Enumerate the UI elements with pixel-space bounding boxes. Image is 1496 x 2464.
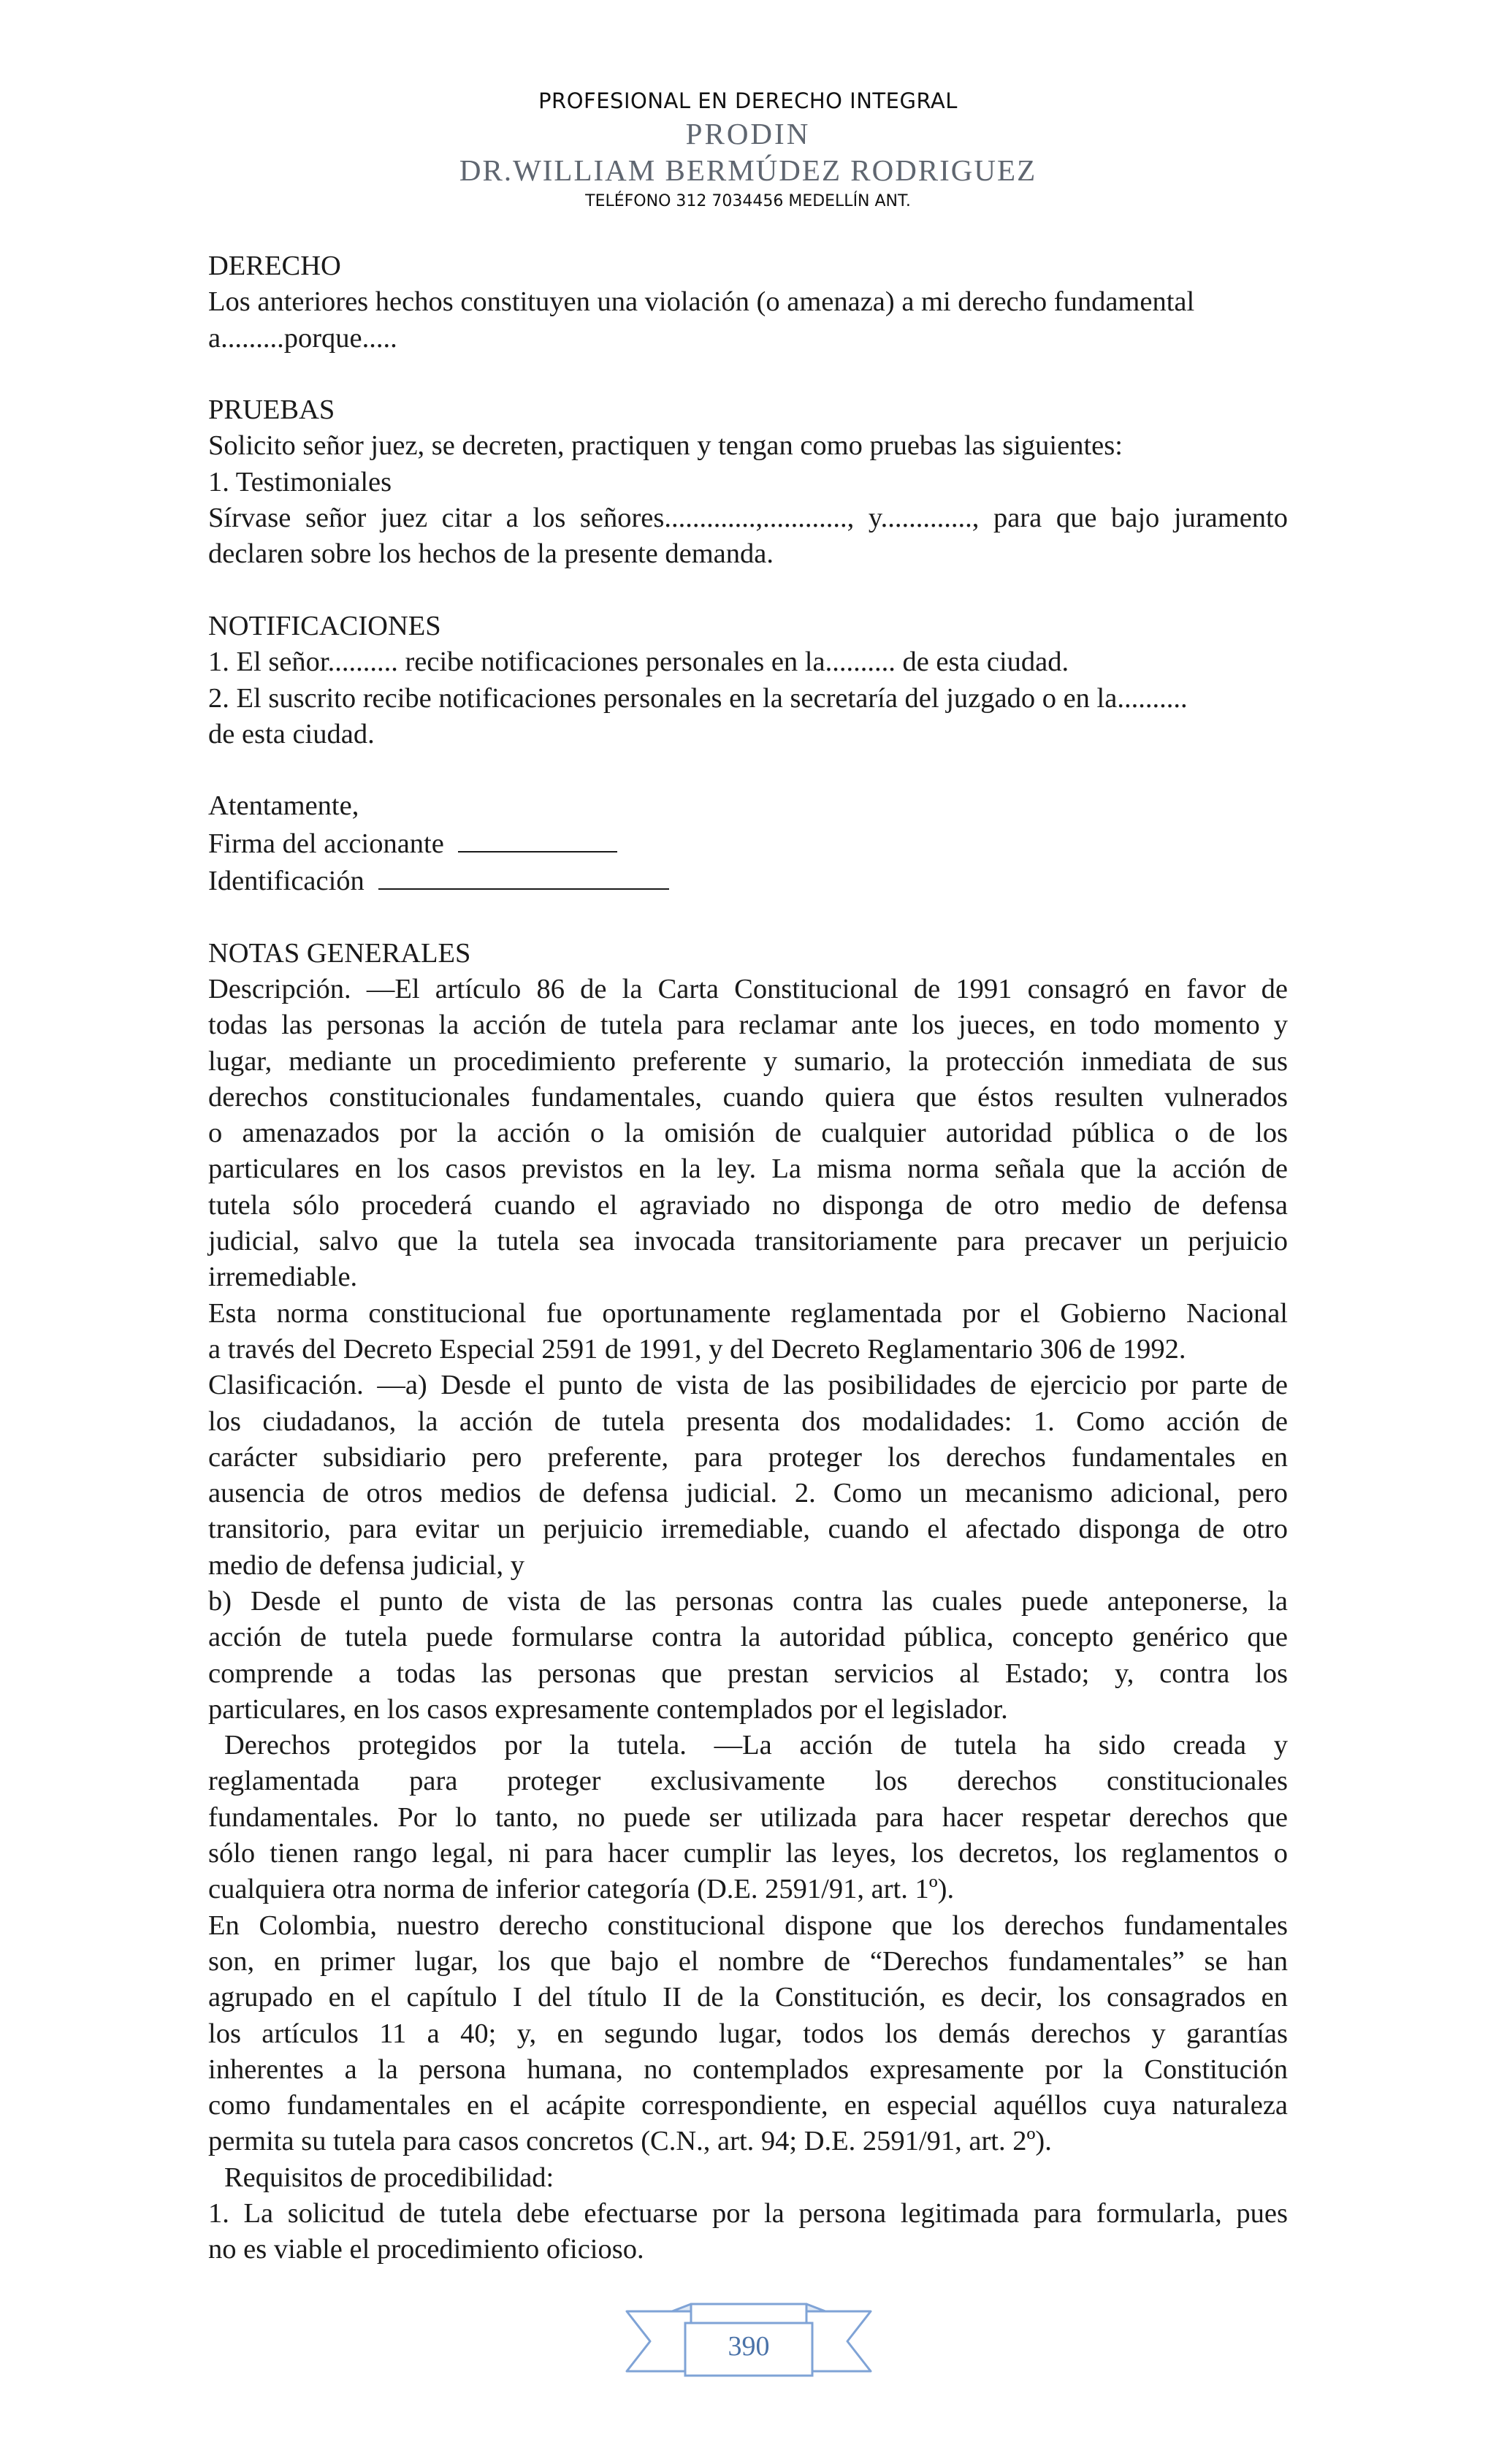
- text-line: los artículos 11 a 40; y, en segundo lugar, todos los demás derechos y garantías: [208, 2018, 1288, 2049]
- signature-label: Firma del accionante: [208, 828, 444, 859]
- text-line: Derechos protegidos por la tutela. —La acción de tutela ha sido creada y: [224, 1730, 1288, 1761]
- text-line: los ciudadanos, la acción de tutela presenta dos modalidades: 1. Como acción de: [208, 1405, 1288, 1437]
- spacer: [208, 356, 1288, 392]
- header-firm-description: PROFESIONAL EN DERECHO INTEGRAL: [538, 88, 958, 113]
- identification-row: [208, 862, 1288, 899]
- text-line: inherentes a la persona humana, no contemplados expresamente por la Constitución: [208, 2053, 1288, 2085]
- identification-label: Identificación: [208, 866, 365, 897]
- section-derecho: [208, 248, 1288, 356]
- section-notificaciones: [208, 609, 1288, 752]
- spacer: [208, 752, 1288, 788]
- text-line: Sírvase señor juez citar a los señores.............,............, y............., para que bajo juramento: [208, 503, 1288, 534]
- text-line: judicial, salvo que la tutela sea invocada transitoriamente para precaver un perjuicio: [208, 1226, 1288, 1257]
- text-line: reglamentada para proteger exclusivamente los derechos constitucionales: [208, 1766, 1288, 1797]
- text-line: a través del Decreto Especial 2591 de 1991, y del Decreto Reglamentario 306 de 1992.: [208, 1333, 1186, 1365]
- text-line: Requisitos de procedibilidad:: [224, 2162, 554, 2193]
- page-number: 390: [728, 2331, 770, 2362]
- text-line: Los anteriores hechos constituyen una violación (o amenaza) a mi derecho fundamental: [208, 286, 1195, 318]
- page-number-ribbon: [621, 2301, 877, 2389]
- text-line: 1. Testimoniales: [208, 466, 392, 497]
- text-line: declaren sobre los hechos de la presente demanda.: [208, 538, 774, 570]
- text-line: irremediable.: [208, 1262, 358, 1293]
- text-line: 1. El señor.......... recibe notificaciones personales en la.......... de esta ciudad.: [208, 646, 1069, 678]
- section-firma: [208, 788, 1288, 899]
- text-line: no es viable el procedimiento oficioso.: [208, 2234, 644, 2265]
- text-line: b) Desde el punto de vista de las personas contra las cuales puede anteponerse, la: [208, 1585, 1288, 1617]
- text-line: de esta ciudad.: [208, 718, 375, 750]
- document-body: [208, 248, 1288, 2268]
- text-line: o amenazados por la acción o la omisión de cualquier autoridad pública o de los: [208, 1118, 1288, 1149]
- text-line: derechos constitucionales fundamentales, cuando quiera que éstos resulten vulnerados: [208, 1081, 1288, 1113]
- signature-blank-line: [458, 825, 617, 853]
- header-phone-location: TELÉFONO 312 7034456 MEDELLÍN ANT.: [585, 192, 911, 210]
- text-line: lugar, mediante un procedimiento preferente y sumario, la protección inmediata de sus: [208, 1045, 1288, 1077]
- section-title: NOTIFICACIONES: [208, 610, 441, 641]
- text-line: carácter subsidiario pero preferente, para proteger los derechos fundamentales en: [208, 1441, 1288, 1473]
- text-line: cualquiera otra norma de inferior categoría (D.E. 2591/91, art. 1º).: [208, 1874, 955, 1905]
- text-line: transitorio, para evitar un perjuicio irremediable, cuando el afectado disponga de otro: [208, 1514, 1288, 1545]
- text-line: Esta norma constitucional fue oportunamente reglamentada por el Gobierno Nacional: [208, 1297, 1288, 1329]
- text-line: a.........porque.....: [208, 322, 397, 354]
- text-line: permita su tutela para casos concretos (C.N., art. 94; D.E. 2591/91, art. 2º).: [208, 2126, 1052, 2157]
- text-line: 2. El suscrito recibe notificaciones personales en la secretaría del juzgado o en la..........: [208, 682, 1188, 714]
- text-line: 1. La solicitud de tutela debe efectuarse por la persona legitimada para formularla, pues: [208, 2198, 1288, 2230]
- text-line: Solicito señor juez, se decreten, practiquen y tengan como pruebas las siguientes:: [208, 430, 1123, 462]
- section-notas-generales: [208, 936, 1288, 2268]
- text-line: fundamentales. Por lo tanto, no puede ser utilizada para hacer respetar derechos que: [208, 1801, 1288, 1833]
- text-line: Descripción. —El artículo 86 de la Carta Constitucional de 1991 consagró en favor de: [208, 973, 1288, 1004]
- text-line: tutela sólo procederá cuando el agraviado no disponga de otro medio de defensa: [208, 1189, 1288, 1221]
- text-line: particulares, en los casos expresamente contemplados por el legislador.: [208, 1693, 1008, 1725]
- signature-row: [208, 825, 1288, 862]
- section-title: DERECHO: [208, 251, 341, 281]
- text-line: particulares en los casos previstos en la ley. La misma norma señala que la acción de: [208, 1153, 1288, 1185]
- section-title: NOTAS GENERALES: [208, 937, 471, 969]
- text-line: En Colombia, nuestro derecho constitucional dispone que los derechos fundamentales: [208, 1910, 1288, 1941]
- spacer: [208, 899, 1288, 935]
- header-lawyer-name: DR.WILLIAM BERMÚDEZ RODRIGUEZ: [459, 153, 1037, 187]
- text-line: ausencia de otros medios de defensa judicial. 2. Como un mecanismo adicional, pero: [208, 1478, 1288, 1509]
- text-line: Clasificación. —a) Desde el punto de vista de las posibilidades de ejercicio por parte de: [208, 1370, 1288, 1401]
- text-line: todas las personas la acción de tutela para reclamar ante los jueces, en todo momento y: [208, 1010, 1288, 1041]
- text-line: comprende a todas las personas que prestan servicios al Estado; y, contra los: [208, 1658, 1288, 1689]
- section-title: PRUEBAS: [208, 394, 335, 426]
- page-header: [0, 86, 1496, 215]
- text-line: medio de defensa judicial, y: [208, 1549, 524, 1581]
- closing-text: Atentamente,: [208, 790, 359, 822]
- identification-blank-line: [378, 862, 669, 890]
- header-firm-name: PRODIN: [685, 117, 811, 150]
- text-line: son, en primer lugar, los que bajo el nombre de “Derechos fundamentales” se han: [208, 1945, 1288, 1977]
- section-pruebas: [208, 392, 1288, 572]
- text-line: sólo tienen rango legal, ni para hacer cumplir las leyes, los decretos, los reglamentos o: [208, 1838, 1288, 1869]
- text-line: agrupado en el capítulo I del título II de la Constitución, es decir, los consagrados en: [208, 1982, 1288, 2013]
- text-line: acción de tutela puede formularse contra la autoridad pública, concepto genérico que: [208, 1622, 1288, 1653]
- text-line: como fundamentales en el acápite correspondiente, en especial aquéllos cuya naturaleza: [208, 2090, 1288, 2121]
- spacer: [208, 573, 1288, 609]
